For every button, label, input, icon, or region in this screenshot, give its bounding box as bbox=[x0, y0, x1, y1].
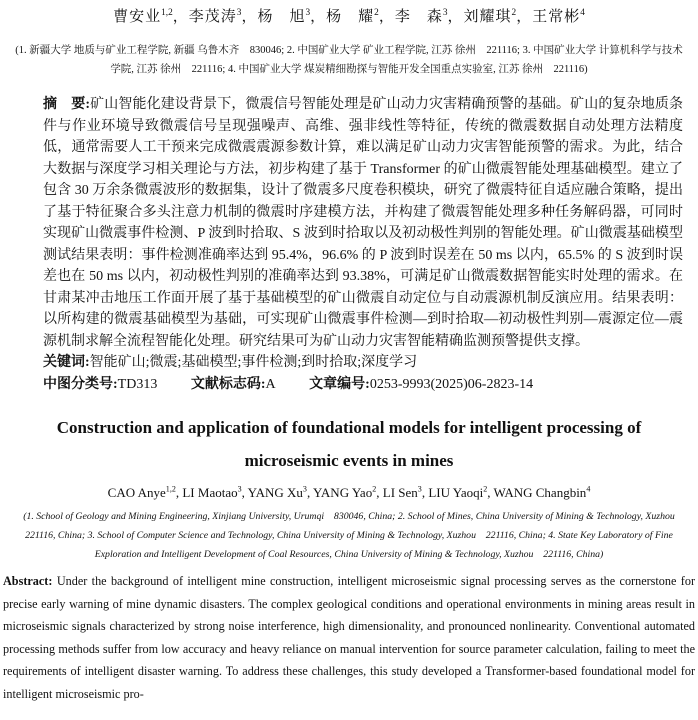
author-affiliation-superscript: 3 bbox=[302, 484, 307, 494]
abstract-en bbox=[3, 570, 695, 705]
author-name: 李 森$^3$ bbox=[394, 8, 448, 25]
author-affiliation-superscript: 1,2 bbox=[161, 8, 173, 18]
author-affiliation-superscript: 2 bbox=[511, 8, 517, 18]
clc-number bbox=[43, 377, 157, 392]
author-affiliation-superscript: 2 bbox=[372, 484, 377, 494]
author-name: 王常彬$^4$ bbox=[532, 8, 585, 25]
authors-cn-line: 曹安业$^{1,2}$，李茂涛$^3$，杨 旭$^3$，杨 耀$^2$，李 森$^3$，刘耀琪$^2$，王常彬$^4$ bbox=[113, 8, 585, 25]
author-name: LI Sen$^3$ bbox=[382, 484, 422, 500]
article-meta-line bbox=[43, 374, 683, 396]
author-name: WANG Changbin$^4$ bbox=[493, 484, 591, 500]
abstract-cn bbox=[43, 94, 683, 352]
document-code bbox=[191, 377, 276, 392]
keywords-cn bbox=[43, 352, 683, 374]
document-code-value: A bbox=[265, 376, 276, 392]
author-affiliation-superscript: 2 bbox=[374, 8, 379, 18]
author-affiliation-superscript: 3 bbox=[236, 8, 242, 18]
clc-label: 中图分类号: bbox=[43, 376, 118, 392]
author-name: 曹安业$^{1,2}$ bbox=[113, 8, 173, 25]
author-affiliation-superscript: 4 bbox=[580, 8, 585, 18]
affiliations-en: (1. School of Geology and Mining Engineering, Xinjiang University, Urumqi 830046, China; 2. School of Mines, China University of Mining & Technology, Xuzhou 221116, China; 3. School of Computer Science and Technology, China University of Mining & Technology, Xuzhou 221116, China; 4. State Key Laboratory of Fine Exploration and Intelligent Development of Coal Resources, China University of Mining & Technology, Xuzhou 221116, China) bbox=[23, 511, 685, 560]
author-affiliation-superscript: 1,2 bbox=[165, 484, 176, 494]
author-affiliation-superscript: 3 bbox=[237, 484, 242, 494]
author-name: YANG Yao$^2$ bbox=[312, 484, 377, 500]
author-name: LI Maotao$^3$ bbox=[182, 484, 242, 500]
keywords-cn-text: 智能矿山;微震;基础模型;事件检测;到时拾取;深度学习 bbox=[89, 355, 418, 370]
author-affiliation-superscript: 3 bbox=[417, 484, 422, 494]
abstract-en-text: Under the background of intelligent mine construction, intelligent microseismic signal processing serves as the cornerstone for precise early warning of mine dynamic disasters. The complex geological conditions and operational environments in mining areas result in microseismic signals characterized by strong noise interference, high dimensionality, and pronounced nonlinearity. Conventional automated processing methods suffer from low accuracy and heavy reliance on manual intervention for source parameter calculation, failing to meet the requirements of intelligent disaster warning. To address these challenges, this study developed a Transformer-based foundational model for intelligent microseismic pro- bbox=[3, 574, 696, 701]
authors-en-line: CAO Anye$^{1,2}$, LI Maotao$^3$, YANG Xu$^3$, YANG Yao$^2$, LI Sen$^3$, LIU Yaoqi$^2$, WANG Changbin$^4$ bbox=[107, 484, 591, 500]
author-affiliation-superscript: 2 bbox=[483, 484, 488, 494]
author-name: 刘耀琪$^2$ bbox=[463, 8, 517, 25]
author-name: CAO Anye$^{1,2}$ bbox=[107, 484, 176, 500]
author-name: LIU Yaoqi$^2$ bbox=[428, 484, 488, 500]
abstract-cn-label: 摘 要: bbox=[43, 97, 91, 112]
abstract-cn-text: 矿山智能化建设背景下，微震信号智能处理是矿山动力灾害精确预警的基础。矿山的复杂地质条件与作业环境导致微震信号呈现强噪声、高维、强非线性等特征，传统的微震数据自动处理方法精度低，通常需要人工干预来完成微震震源参数计算，难以满足矿山动力灾害智能预警的需求。为此，结合大数据与深度学习相关理论与方法，初步构建了基于 Transformer 的矿山微震智能处理基础模型。建立了包含 30 万余条微震波形的数据集，设计了微震多尺度卷积模块，研究了微震特征自适应融合策略，提出了基于特征聚合多头注意力机制的微震时序建模方法，并构建了微震智能处理多种任务解码器，可同时实现矿山微震事件检测、P 波到时拾取、S 波到时拾取以及初动极性判别的智能处理。矿山微震基础模型测试结果表明：事件检测准确率达到 95.4%，96.6% 的 P 波到时误差在 50 ms 以内，65.5% 的 S 波到时误差也在 50 ms 以内，初动极性判别的准确率达到 93.38%，可满足矿山微震数据智能实时处理的需求。在甘肃某冲击地压工作面开展了基于基础模型的矿山微震自动定位与自动震源机制反演应用。结果表明：以所构建的微震基础模型为基础，可实现矿山微震事件检测—到时拾取—初动极性判别—震源定位—震源机制求解全流程智能化处理。研究结果可为矿山动力灾害智能精确监测预警提供支撑。 bbox=[43, 97, 684, 349]
title-en: Construction and application of foundational models for intelligent processing of microseismic events in mines bbox=[56, 418, 642, 470]
author-name: 杨 耀$^2$ bbox=[326, 8, 379, 25]
author-name: YANG Xu$^3$ bbox=[247, 484, 307, 500]
author-affiliation-superscript: 3 bbox=[442, 8, 448, 18]
author-affiliation-superscript: 4 bbox=[586, 484, 591, 494]
author-affiliation-superscript: 3 bbox=[305, 8, 311, 18]
article-id-label: 文章编号: bbox=[309, 376, 370, 392]
article-id bbox=[309, 377, 533, 392]
abstract-en-label: Abstract: bbox=[3, 574, 53, 588]
clc-value: TD313 bbox=[117, 376, 158, 392]
keywords-cn-label: 关键词: bbox=[43, 355, 90, 370]
article-id-value: 0253-9993(2025)06-2823-14 bbox=[369, 376, 534, 392]
affiliations-cn: (1. 新疆大学 地质与矿业工程学院, 新疆 乌鲁木齐 830046; 2. 中国矿业大学 矿业工程学院, 江苏 徐州 221116; 3. 中国矿业大学 计算机科学与技术学院, 江苏 徐州 221116; 4. 中国矿业大学 煤炭精细勘探与智能开发全国重点实验室, 江苏 徐州 221116) bbox=[15, 45, 683, 75]
author-name: 杨 旭$^3$ bbox=[257, 8, 311, 25]
author-name: 李茂涛$^3$ bbox=[188, 8, 242, 25]
document-code-label: 文献标志码: bbox=[190, 376, 266, 392]
